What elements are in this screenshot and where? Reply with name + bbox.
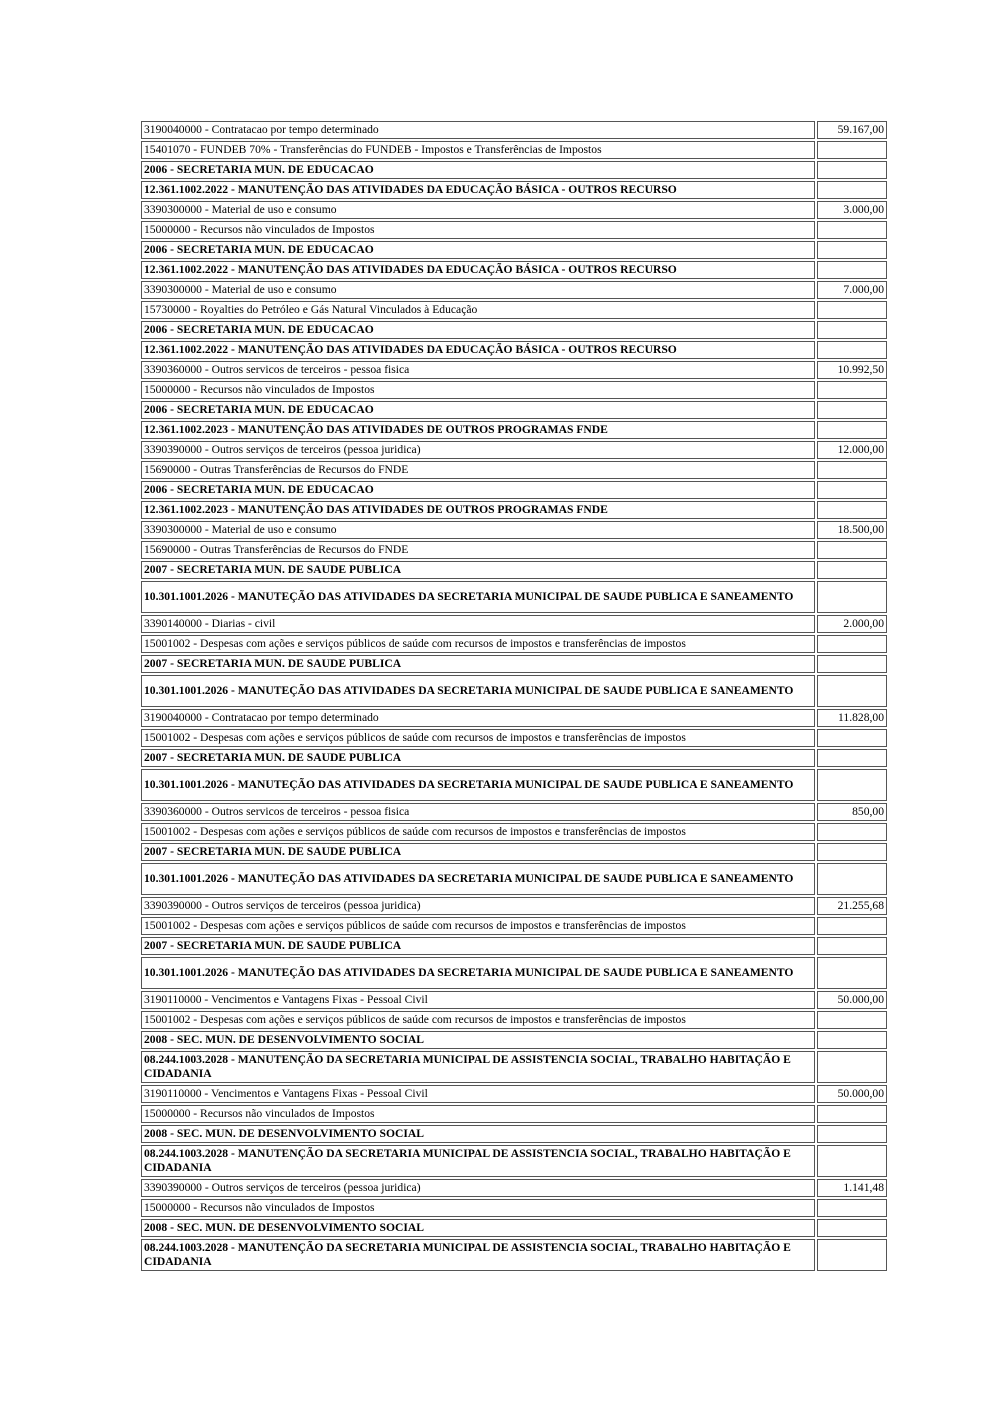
- row-description: 3390300000 - Material de uso e consumo: [141, 281, 815, 299]
- row-value: 1.141,48: [817, 1179, 887, 1197]
- row-description: 3390390000 - Outros serviços de terceiros (pessoa juridica): [141, 441, 815, 459]
- row-description: 08.244.1003.2028 - MANUTENÇÃO DA SECRETARIA MUNICIPAL DE ASSISTENCIA SOCIAL, TRABALHO HABITAÇÃO E CIDADANIA: [141, 1145, 815, 1177]
- row-description: 3190040000 - Contratacao por tempo determinado: [141, 709, 815, 727]
- row-value: [817, 1219, 887, 1237]
- table-heading-row: [141, 655, 887, 673]
- row-description: 2007 - SECRETARIA MUN. DE SAUDE PUBLICA: [141, 937, 815, 955]
- row-value: 12.000,00: [817, 441, 887, 459]
- row-description: 2007 - SECRETARIA MUN. DE SAUDE PUBLICA: [141, 655, 815, 673]
- row-value: [817, 401, 887, 419]
- row-description: 12.361.1002.2022 - MANUTENÇÃO DAS ATIVIDADES DA EDUCAÇÃO BÁSICA - OUTROS RECURSO: [141, 181, 815, 199]
- row-description: 3390360000 - Outros servicos de terceiros - pessoa fisica: [141, 361, 815, 379]
- table-heading-row: [141, 341, 887, 359]
- table-heading-row: [141, 261, 887, 279]
- table-heading-row: [141, 1125, 887, 1143]
- row-value: 21.255,68: [817, 897, 887, 915]
- row-value: 50.000,00: [817, 991, 887, 1009]
- row-description: 2007 - SECRETARIA MUN. DE SAUDE PUBLICA: [141, 561, 815, 579]
- row-description: 2008 - SEC. MUN. DE DESENVOLVIMENTO SOCIAL: [141, 1125, 815, 1143]
- table-row: [141, 121, 887, 139]
- row-value: [817, 161, 887, 179]
- table-row: [141, 301, 887, 319]
- table-row: [141, 1199, 887, 1217]
- row-value: [817, 501, 887, 519]
- row-description: 15000000 - Recursos não vinculados de Impostos: [141, 1105, 815, 1123]
- row-description: 15730000 - Royalties do Petróleo e Gás Natural Vinculados à Educação: [141, 301, 815, 319]
- row-description: 3390390000 - Outros serviços de terceiros (pessoa juridica): [141, 1179, 815, 1197]
- row-value: [817, 561, 887, 579]
- row-description: 10.301.1001.2026 - MANUTEÇÃO DAS ATIVIDADES DA SECRETARIA MUNICIPAL DE SAUDE PUBLICA E SANEAMENTO: [141, 675, 815, 707]
- table-row: [141, 221, 887, 239]
- table-row: [141, 1011, 887, 1029]
- row-value: [817, 141, 887, 159]
- row-description: 2006 - SECRETARIA MUN. DE EDUCACAO: [141, 481, 815, 499]
- row-value: 7.000,00: [817, 281, 887, 299]
- row-value: 59.167,00: [817, 121, 887, 139]
- row-description: 3390300000 - Material de uso e consumo: [141, 201, 815, 219]
- row-description: 3390140000 - Diarias - civil: [141, 615, 815, 633]
- table-heading-row: [141, 501, 887, 519]
- row-description: 10.301.1001.2026 - MANUTEÇÃO DAS ATIVIDADES DA SECRETARIA MUNICIPAL DE SAUDE PUBLICA E SANEAMENTO: [141, 863, 815, 895]
- row-value: [817, 729, 887, 747]
- table-row: [141, 541, 887, 559]
- row-description: 3190110000 - Vencimentos e Vantagens Fixas - Pessoal Civil: [141, 991, 815, 1009]
- budget-table: [141, 119, 887, 1273]
- row-value: [817, 261, 887, 279]
- row-value: [817, 541, 887, 559]
- table-heading-row: [141, 421, 887, 439]
- row-description: 2007 - SECRETARIA MUN. DE SAUDE PUBLICA: [141, 749, 815, 767]
- table-heading-row: [141, 1031, 887, 1049]
- table-heading-row: [141, 181, 887, 199]
- table-row: [141, 823, 887, 841]
- row-value: [817, 635, 887, 653]
- table-row: [141, 1105, 887, 1123]
- row-description: 3190040000 - Contratacao por tempo determinado: [141, 121, 815, 139]
- row-description: 15001002 - Despesas com ações e serviços públicos de saúde com recursos de impostos e transferências de impostos: [141, 1011, 815, 1029]
- budget-table-body: [141, 121, 887, 1271]
- row-description: 15001002 - Despesas com ações e serviços públicos de saúde com recursos de impostos e transferências de impostos: [141, 729, 815, 747]
- table-row: [141, 441, 887, 459]
- table-row: [141, 521, 887, 539]
- row-value: 2.000,00: [817, 615, 887, 633]
- row-description: 10.301.1001.2026 - MANUTEÇÃO DAS ATIVIDADES DA SECRETARIA MUNICIPAL DE SAUDE PUBLICA E SANEAMENTO: [141, 957, 815, 989]
- table-heading-row: [141, 161, 887, 179]
- table-heading-row: [141, 937, 887, 955]
- row-description: 12.361.1002.2022 - MANUTENÇÃO DAS ATIVIDADES DA EDUCAÇÃO BÁSICA - OUTROS RECURSO: [141, 341, 815, 359]
- row-value: [817, 1031, 887, 1049]
- row-value: 3.000,00: [817, 201, 887, 219]
- row-value: [817, 241, 887, 259]
- row-description: 2008 - SEC. MUN. DE DESENVOLVIMENTO SOCIAL: [141, 1219, 815, 1237]
- table-heading-row: [141, 749, 887, 767]
- row-value: [817, 421, 887, 439]
- row-value: [817, 843, 887, 861]
- table-heading-row: [141, 1051, 887, 1083]
- row-description: 2008 - SEC. MUN. DE DESENVOLVIMENTO SOCIAL: [141, 1031, 815, 1049]
- table-heading-row: [141, 481, 887, 499]
- row-value: 11.828,00: [817, 709, 887, 727]
- row-value: [817, 823, 887, 841]
- row-description: 3390360000 - Outros servicos de terceiros - pessoa fisica: [141, 803, 815, 821]
- table-row: [141, 361, 887, 379]
- row-description: 15690000 - Outras Transferências de Recursos do FNDE: [141, 541, 815, 559]
- row-value: [817, 1051, 887, 1083]
- row-description: 2006 - SECRETARIA MUN. DE EDUCACAO: [141, 401, 815, 419]
- row-description: 12.361.1002.2022 - MANUTENÇÃO DAS ATIVIDADES DA EDUCAÇÃO BÁSICA - OUTROS RECURSO: [141, 261, 815, 279]
- row-value: [817, 1239, 887, 1271]
- row-description: 08.244.1003.2028 - MANUTENÇÃO DA SECRETARIA MUNICIPAL DE ASSISTENCIA SOCIAL, TRABALHO HABITAÇÃO E CIDADANIA: [141, 1051, 815, 1083]
- table-row: [141, 897, 887, 915]
- row-description: 08.244.1003.2028 - MANUTENÇÃO DA SECRETARIA MUNICIPAL DE ASSISTENCIA SOCIAL, TRABALHO HABITAÇÃO E CIDADANIA: [141, 1239, 815, 1271]
- row-value: [817, 481, 887, 499]
- row-description: 2007 - SECRETARIA MUN. DE SAUDE PUBLICA: [141, 843, 815, 861]
- row-value: [817, 221, 887, 239]
- row-description: 15000000 - Recursos não vinculados de Impostos: [141, 381, 815, 399]
- table-heading-row: [141, 957, 887, 989]
- row-description: 2006 - SECRETARIA MUN. DE EDUCACAO: [141, 321, 815, 339]
- row-value: [817, 321, 887, 339]
- table-heading-row: [141, 1219, 887, 1237]
- row-value: [817, 863, 887, 895]
- row-value: [817, 749, 887, 767]
- row-description: 15001002 - Despesas com ações e serviços públicos de saúde com recursos de impostos e transferências de impostos: [141, 635, 815, 653]
- table-heading-row: [141, 1145, 887, 1177]
- table-heading-row: [141, 769, 887, 801]
- row-description: 2006 - SECRETARIA MUN. DE EDUCACAO: [141, 161, 815, 179]
- row-description: 10.301.1001.2026 - MANUTEÇÃO DAS ATIVIDADES DA SECRETARIA MUNICIPAL DE SAUDE PUBLICA E SANEAMENTO: [141, 769, 815, 801]
- row-description: 12.361.1002.2023 - MANUTENÇÃO DAS ATIVIDADES DE OUTROS PROGRAMAS FNDE: [141, 421, 815, 439]
- row-value: [817, 341, 887, 359]
- table-row: [141, 1085, 887, 1103]
- row-value: [817, 769, 887, 801]
- row-value: 18.500,00: [817, 521, 887, 539]
- row-value: [817, 381, 887, 399]
- row-description: 3390300000 - Material de uso e consumo: [141, 521, 815, 539]
- row-description: 15001002 - Despesas com ações e serviços públicos de saúde com recursos de impostos e transferências de impostos: [141, 823, 815, 841]
- row-description: 2006 - SECRETARIA MUN. DE EDUCACAO: [141, 241, 815, 259]
- row-value: [817, 937, 887, 955]
- table-row: [141, 709, 887, 727]
- row-value: [817, 675, 887, 707]
- table-heading-row: [141, 241, 887, 259]
- table-heading-row: [141, 581, 887, 613]
- table-row: [141, 803, 887, 821]
- row-value: [817, 957, 887, 989]
- table-heading-row: [141, 561, 887, 579]
- row-description: 15000000 - Recursos não vinculados de Impostos: [141, 221, 815, 239]
- row-value: [817, 181, 887, 199]
- row-description: 15690000 - Outras Transferências de Recursos do FNDE: [141, 461, 815, 479]
- row-value: [817, 1145, 887, 1177]
- row-value: 850,00: [817, 803, 887, 821]
- row-value: [817, 1105, 887, 1123]
- row-value: [817, 1011, 887, 1029]
- table-row: [141, 729, 887, 747]
- table-heading-row: [141, 843, 887, 861]
- row-description: 10.301.1001.2026 - MANUTEÇÃO DAS ATIVIDADES DA SECRETARIA MUNICIPAL DE SAUDE PUBLICA E SANEAMENTO: [141, 581, 815, 613]
- table-heading-row: [141, 863, 887, 895]
- row-value: [817, 581, 887, 613]
- table-row: [141, 201, 887, 219]
- table-row: [141, 461, 887, 479]
- row-value: [817, 1199, 887, 1217]
- table-row: [141, 615, 887, 633]
- table-row: [141, 917, 887, 935]
- table-heading-row: [141, 1239, 887, 1271]
- table-heading-row: [141, 401, 887, 419]
- row-value: [817, 917, 887, 935]
- table-row: [141, 141, 887, 159]
- row-value: 10.992,50: [817, 361, 887, 379]
- row-value: [817, 301, 887, 319]
- row-description: 15401070 - FUNDEB 70% - Transferências do FUNDEB - Impostos e Transferências de Impostos: [141, 141, 815, 159]
- row-value: [817, 461, 887, 479]
- row-value: [817, 655, 887, 673]
- table-row: [141, 281, 887, 299]
- table-heading-row: [141, 321, 887, 339]
- table-row: [141, 1179, 887, 1197]
- table-row: [141, 381, 887, 399]
- row-value: [817, 1125, 887, 1143]
- row-description: 12.361.1002.2023 - MANUTENÇÃO DAS ATIVIDADES DE OUTROS PROGRAMAS FNDE: [141, 501, 815, 519]
- row-value: 50.000,00: [817, 1085, 887, 1103]
- row-description: 15001002 - Despesas com ações e serviços públicos de saúde com recursos de impostos e transferências de impostos: [141, 917, 815, 935]
- table-row: [141, 635, 887, 653]
- row-description: 15000000 - Recursos não vinculados de Impostos: [141, 1199, 815, 1217]
- row-description: 3190110000 - Vencimentos e Vantagens Fixas - Pessoal Civil: [141, 1085, 815, 1103]
- table-row: [141, 991, 887, 1009]
- row-description: 3390390000 - Outros serviços de terceiros (pessoa juridica): [141, 897, 815, 915]
- table-heading-row: [141, 675, 887, 707]
